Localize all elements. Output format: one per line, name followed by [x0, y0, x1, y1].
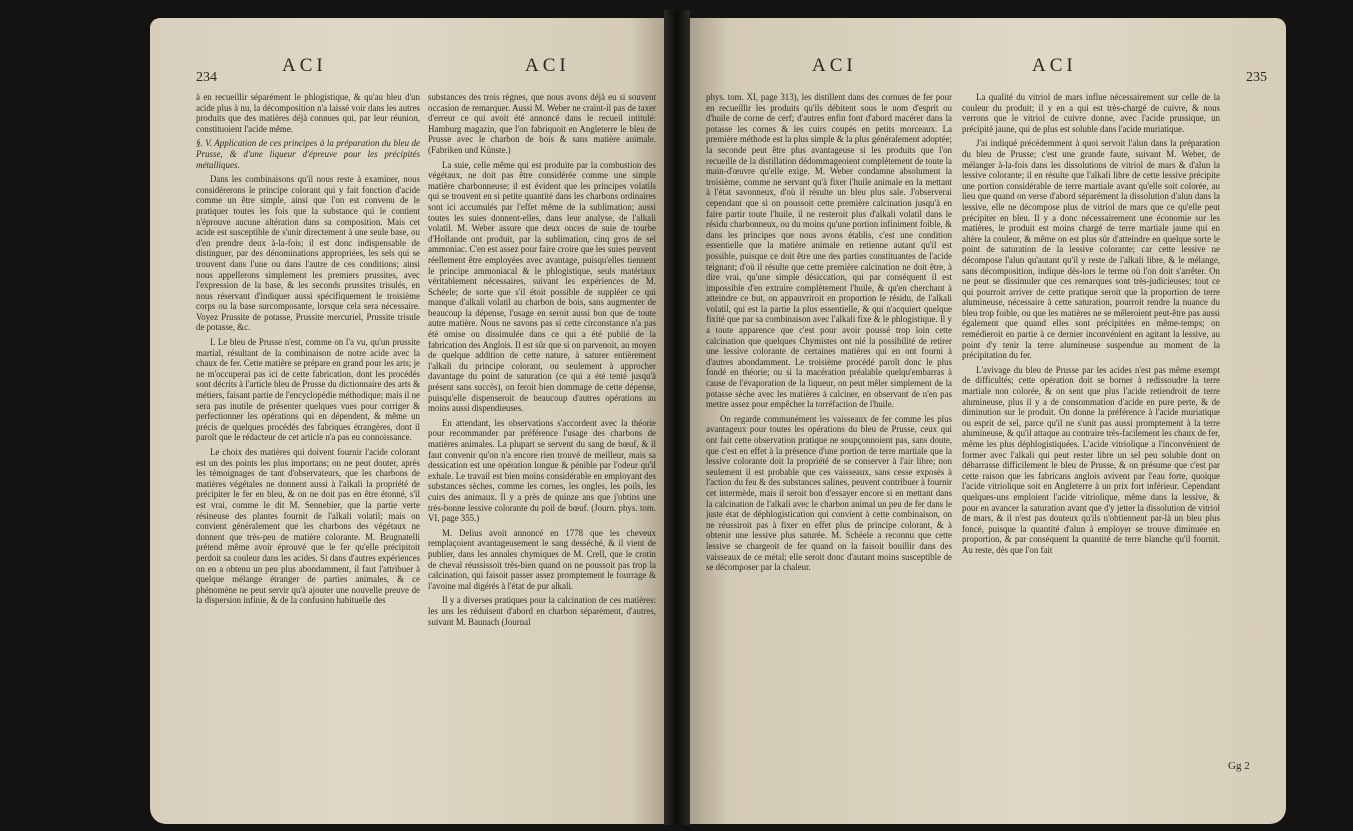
right-column-1	[706, 92, 952, 752]
paragraph: La suie, celle même qui est produite par la combustion des végétaux, ne doit pas être considérée comme une simple matière charbonneuse; il est évident que les principes volatils qui se trouvent en si petite quantité dans les charbons ordinaires sont ici accumulés par l'effet même de la sublimation; aussi toutes les suies donnent-elles, dans leur analyse, de l'alkali volatil. M. Weber assure que deux onces de suie de tourbe d'Hollande ont produit, par la sublimation, cinq gros de sel ammoniac. C'en est assez pour faire croire que les suies peuvent réellement être employées avec avantage, puisqu'elles tiennent le principe ammoniacal & le phlogistique, seuls matériaux véritablement nécessaires, suivant les expériences de M. Schéele; de sorte que s'il étoit possible de suppléer ce qui manque d'alkali volatil au charbon de bois, sans augmenter de beaucoup la dépense, l'usage en seroit aussi bon que de toute autre matière. Nous ne savons pas si cette circonstance n'a pas été omise ou dissimulée dans ce qui a été publié de la fabrication des Anglois. Il est sûr que si on parvenoit, au moyen de quelque addition de cette nature, à saturer entièrement l'alkali du principe colorant, ou seulement à approcher davantage du point de saturation (ce qui a été tenté jusqu'à présent sans succès), on feroit bien dommage de cette dépense, puisqu'elle dispenseroit de beaucoup d'autres opérations au moins aussi dispendieuses.	[428, 159, 656, 414]
left-column-2	[428, 92, 656, 752]
left-running-head-2: ACI	[525, 55, 570, 76]
right-column-2	[962, 92, 1220, 752]
paragraph: à en recueillir séparément le phlogistique, & qu'au bleu d'un acide plus à nu, la décomposition n'a laissé voir dans les autres produits que des matières déjà connues qui, par leur réunion, constituoient l'acide même.	[196, 92, 420, 134]
paragraph: Le choix des matières qui doivent fournir l'acide colorant est un des points les plus importans; on ne peut douter, après les témoignages de tant d'observateurs, que les charbons de matières végétales ne donnent aussi à l'alkali la propriété de précipiter le fer en bleu, & on ne doit pas en être étonné, s'il est vrai, comme le dit M. Sennebier, que la partie verte résineuse des plantes fournit de l'alkali volatil; mais on convient généralement que les charbons des végétaux ne donnent que très-peu de matière colorante. M. Brugnatelli prétend même avoir éprouvé que le fer qu'elle précipitoit perdoit sa couleur dans les acides. Si dans d'autres expériences on en a obtenu un peu plus abondamment, il faut l'attribuer à quelque mélange étranger de parties animales, & ce phénomène ne peut servir qu'à ajouter une nouvelle preuve de la dispersion infinie, & de la confusion habituelle des	[196, 447, 420, 606]
paragraph: I. Le bleu de Prusse n'est, comme on l'a vu, qu'un prussite martial, résultant de la combinaison de notre acide avec la chaux de fer. Cette matière se prépare en grand pour les arts; je ne m'occuperai pas ici de cette fabrication, dont les procédés sont décrits à l'article bleu de Prusse du dictionnaire des arts & métiers, faisant partie de l'encyclopédie méthodique; mais il ne sera pas inutile de présenter quelques vues pour corriger & perfectionner les opérations qui en dépendent, & même un précis de quelques procédés des fabriques étrangères, dont il paroît que le rédacteur de cet article n'a pas eu connoissance.	[196, 337, 420, 443]
left-running-head-1: ACI	[282, 55, 327, 76]
right-running-head-1: ACI	[812, 55, 857, 76]
paragraph: substances des trois règnes, que nous avons déjà eu si souvent occasion de remarquer. Aussi M. Weber ne craint-il pas de taxer d'erreur ce qui avoit été annoncé dans le recueil intitulé: Hamburg magazin, que l'on fabriquoit en Angleterre le bleu de Prusse avec le charbon de bois & sans matière animale. (Fabriken und Künste.)	[428, 92, 656, 155]
paragraph: Dans les combinaisons qu'il nous reste à examiner, nous considérerons le principe colorant qui y fait fonction d'acide comme un être simple, ainsi que l'on est convenu de le pratiquer toutes les fois que la substance qui le contient n'éprouve aucune altération dans sa composition. Mais cet acide est susceptible de s'unir directement à une seule base, ou d'en prendre deux à-la-fois; il est donc indispensable de distinguer, par des dénominations appropriées, les sels qui se trouvent dans l'une ou dans l'autre de ces conditions; ainsi nous appellerons simplement les premiers prussites, avec l'expression de la base, & les seconds prussites trisulés, en nous réservant d'indiquer aussi spécifiquement le troisième corps ou la base surcomposante, lorsque cela sera nécessaire. Voyez Prussite de potasse, Prussite mercuriel, Prussite trisule de potasse, &c.	[196, 174, 420, 333]
paragraph: On regarde communément les vaisseaux de fer comme les plus avantageux pour toutes les opérations du bleu de Prusse, ceux qui ont fait cette observation pratique ne soupçonnoient pas, sans doute, que c'est en effet à la présence d'une portion de terre martiale que la lessive colorante doit la propriété de se conserver à l'air libre; non seulement il est probable que ces vaisseaux, sans cesse exposés à l'action du feu & des substances salines, peuvent contribuer à fournir cet intermède, mais il seroit bon d'essayer encore si en mettant dans la calcination de l'alkali avec le charbon animal un peu de fer dans le juste état de déphlogistication qui convient à cette combinaison, on ne réussiroit pas à fixer en effet plus de principe colorant, & à obtenir une lessive plus saturée. M. Schéele a reconnu que cette lessive se chargeoit de fer quand on la faisoit bouillir dans des vaisseaux de ce métal; elle seroit donc d'autant moins susceptible de se décomposer par la chaleur.	[706, 413, 952, 573]
paragraph: En attendant, les observations s'accordent avec la théorie pour recommander par préférence l'usage des charbons de matières animales. La plupart se servent du sang de bœuf, & il faut convenir qu'on n'a encore rien trouvé de meilleur, mais sa dessication est une opération longue & pénible par l'odeur qu'il exhale. Le travail est bien moins considérable en employant des substances sèches, comme les cornes, les ongles, les poils, les cuirs des animaux. Il y a près de quinze ans que j'obtins une très-bonne lessive colorante du poil de bœuf. (Journ. phys. tom. VI, page 355.)	[428, 417, 656, 524]
right-page-number: 235	[1246, 70, 1267, 85]
paragraph: Il y a diverses pratiques pour la calcination de ces matières: les uns les réduisent d'abord en charbon séparément, d'autres, suivant M. Baunach (Journal	[428, 595, 656, 627]
signature-mark: Gg 2	[1228, 760, 1250, 772]
left-column-1	[196, 92, 420, 752]
right-running-head-2: ACI	[1032, 55, 1077, 76]
paragraph: J'ai indiqué précédemment à quoi servoit l'alun dans la préparation du bleu de Prusse; c'est une grande faute, suivant M. Weber, de mélanger à-la-fois dans les dissolutions de vitriol de mars & d'alun la lessive colorante; il en résulte que l'alkali libre de cette lessive précipite une portion considérable de terre martiale avant qu'elle soit colorée, au lieu que quand on verse d'abord séparément la dissolution d'alun dans la lessive, elle ne décompose plus de vitriol de mars que ce qu'elle peut précipiter en bleu. Il y a donc nécessairement une économie sur les matières, le produit est moins chargé de terre martiale jaune qui en altère la couleur, & même on est plus sûr d'atteindre en quelque sorte le point de saturation de la lessive colorante; car cette lessive ne décompose l'alun qu'autant qu'il y reste de l'alkali libre, & le mélange, sans décomposition, indique dès-lors le terme où l'on doit s'arrêter. On ne peut se dissimuler que ces remarques sont très-judicieuses; tout ce qui pourroit arriver de cette pratique seroit que la proportion de terre alumineuse, nécessaire à cette saturation, pourroit rendre la nuance du bleu trop foible, ou que les matières ne se mêleroient peut-être pas aussi également que quand elles sont précipitées en même-temps; on remédieroit en partie à ce dernier inconvénient en agitant la lessive, au point d'y tenir la terre alumineuse suspendue au moment de la précipitation du fer.	[962, 138, 1220, 361]
paragraph: M. Delius avoit annoncé en 1778 que les cheveux remplaçoient avantageusement le sang desséché, & il vient de publier, dans les annales chymiques de M. Crell, que le crotin de cheval réussissoit très-bien quand on ne poussoit pas trop la calcination, qui faisoit passer assez promptement le fourrage & l'avoine mal digérés à l'état de pur alkali.	[428, 527, 656, 591]
section-title: §. V. Application de ces principes à la préparation du bleu de Prusse, & d'une liqueur d'épreuve pour les précipités métalliques.	[196, 138, 420, 170]
paragraph: phys. tom. XI, page 313), les distillent dans des cornues de fer pour en recueillir les produits qu'ils débitent sous le nom d'esprit ou d'huile de corne de cerf; d'autres enfin font d'abord macérer dans la potasse les cornes & les cuirs coupés en petits morceaux. La première méthode est la plus simple & la plus généralement adoptée; la seconde peut être plus avantageuse si les produits que l'on recueille de la distillation dédommageoient complètement de toute la main-d'œuvre qu'elle exige. M. Weber condamne absolument la troisième, comme ne servant qu'à fixer l'huile animale en la mettant à l'état savonneux, d'où il résulte un bleu plus sale. J'observerai cependant que si on poussoit cette première calcination jusqu'à en faire partir toute l'huile, il ne resteroit plus d'alkali volatil dans le résidu charbonneux, ou du moins qu'une portion infiniment foible, & dans les principes que nous avons établis, c'est une condition essentielle que la matière animale en retienne autant qu'il est possible, puisque ce doit être une des parties constituantes de l'acide teignant; d'où il résulte que cette première calcination ne doit être, à dire vrai, qu'une simple désiccation, qui par conséquent il est impossible d'en extraire complètement l'huile, & qu'en cherchant à atteindre ce but, on appauvriroit en proportion le résidu, de l'alkali volatil, qui est la partie la plus essentielle, & qui n'acquiert quelque fixité que par sa combinaison avec l'alkali fixe & le phlogistique. Il y a toute apparence que c'est pour avoir poussé trop loin cette calcination que quelques Chymistes ont nié la possibilité de retirer une lessive colorante de certaines matières qui en ont fourni à d'autres abondamment. Le troisième procédé paroît donc le plus fondé en théorie; ou si la macération préalable quelqu'embarras à cause de l'évaporation de la liqueur, on peut mêler simplement de la potasse sèche avec les matières à calciner, en observant de n'en pas mettre assez pour empêcher la torréfaction de l'huile.	[706, 92, 952, 410]
paragraph: L'avivage du bleu de Prusse par les acides n'est pas même exempt de difficultés; cette opération doit se borner à redissoudre la terre martiale non colorée, & on sent que plus l'acide retiendroit de terre alumineuse, plus il y a de consommation d'acide en pure perte, & de diminution sur le produit. On donne la préférence à l'acide muriatique ou esprit de sel, parce qu'il ne s'unit pas aussi promptement à la terre alumineuse, & qu'il attaque au contraire très-facilement les chaux de fer, même les plus déphlogistiquées. L'acide vitriolique a l'inconvénient de former avec l'alkali qui peut rester libre un sel peu soluble dont on débarrasse difficilement le bleu de Prusse, & on présume que c'est par cette raison que les fabricans anglois avivent par l'eau forte, quoique l'acide vitriolique soit en Angleterre à un prix fort inférieur. Cependant quelques-uns emploient l'acide vitriolique, même dans la lessive, & pour en avancer la saturation avant que d'y jetter la dissolution de vitriol de mars, & il n'est pas douteux qu'ils n'obtiennent par-là un bleu plus foncé, puisque la quantité d'alun à employer se trouve diminuée en proportion, & par conséquent la quantité de terre blanche qu'il fournit. Au reste, dès que l'on fait	[962, 364, 1220, 555]
left-page-number: 234	[196, 70, 217, 85]
book-gutter	[664, 10, 690, 825]
paragraph: La qualité du vitriol de mars influe nécessairement sur celle de la couleur du produit; il y en a qui est très-chargé de cuivre, & nous verrons que le vitriol de cuivre donne, avec l'acide prussique, un précipité jaune, qui de plus est soluble dans l'acide muriatique.	[962, 92, 1220, 134]
